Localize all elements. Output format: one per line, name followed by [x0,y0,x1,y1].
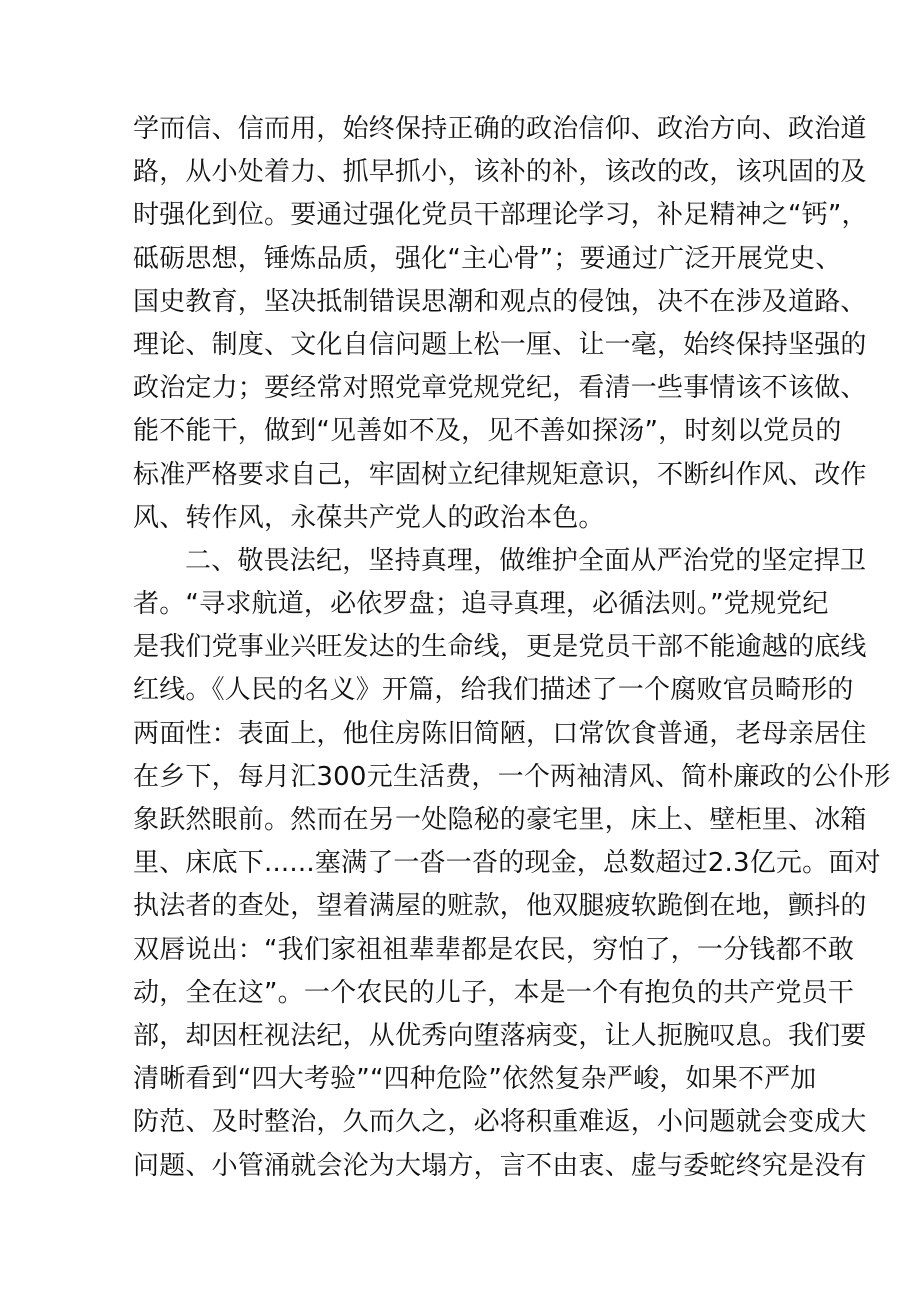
text-line: 者。“寻求航道，必依罗盘；追寻真理，必循法则。”党规党纪 [133,589,829,620]
text-line: 清晰看到“四大考验”“四种危险”依然复杂严峻，如果不严加 [133,1064,817,1095]
text-line: 理论、制度、文化自信问题上松一厘、让一毫，始终保持坚强的 [133,329,867,360]
text-line: 路，从小处着力、抓早抓小，该补的补，该改的改，该巩固的及 [133,157,867,188]
body-text [133,108,891,1188]
text-line: 动，全在这”。一个农民的儿子，本是一个有抱负的共产党员干 [133,977,855,1008]
text-line: 问题、小管涌就会沦为大塌方，言不由衷、虚与委蛇终究是没有 [133,1150,867,1181]
text-line: 红线。《人民的名义》开篇，给我们描述了一个腐败官员畸形的 [133,675,854,706]
text-line: 政治定力；要经常对照党章党规党纪，看清一些事情该不该做、 [133,373,867,404]
text-line: 风、转作风，永葆共产党人的政治本色。 [133,502,605,533]
text-line: 标准严格要求自己，牢固树立纪律规矩意识，不断纠作风、改作 [133,459,867,490]
text-line: 国史教育，坚决抵制错误思潮和观点的侵蚀，决不在涉及道路、 [133,286,867,317]
text-line: 双唇说出：“我们家祖祖辈辈都是农民，穷怕了，一分钱都不敢 [133,934,855,965]
text-line: 能不能干，做到“见善如不及，见不善如探汤”，时刻以党员的 [133,416,842,447]
text-line: 部，却因枉视法纪，从优秀向堕落病变，让人扼腕叹息。我们要 [133,1020,867,1051]
text-line: 在乡下，每月汇300元生活费，一个两袖清风、简朴廉政的公仆形 [133,761,891,792]
text-line: 时强化到位。要通过强化党员干部理论学习，补足精神之“钙”， [133,200,868,231]
section-heading-line: 二、敬畏法纪，坚持真理，做维护全面从严治党的坚定捍卫 [185,545,867,576]
text-line: 防范、及时整治，久而久之，必将积重难返，小问题就会变成大 [133,1107,867,1138]
text-line: 砥砺思想，锤炼品质，强化“主心骨”；要通过广泛开展党史、 [133,243,842,274]
text-line: 象跃然眼前。然而在另一处隐秘的豪宅里，床上、壁柜里、冰箱 [133,805,867,835]
text-line: 两面性：表面上，他住房陈旧简陋，口常饮食普通，老母亲居住 [133,718,867,749]
text-line: 里、床底下......塞满了一沓一沓的现金，总数超过2.3亿元。面对 [133,848,881,879]
text-line: 执法者的查处，望着满屋的赃款，他双腿疲软跪倒在地，颤抖的 [133,891,867,922]
text-line: 学而信、信而用，始终保持正确的政治信仰、政治方向、政治道 [133,114,867,144]
text-line: 是我们党事业兴旺发达的生命线，更是党员干部不能逾越的底线 [133,632,867,663]
